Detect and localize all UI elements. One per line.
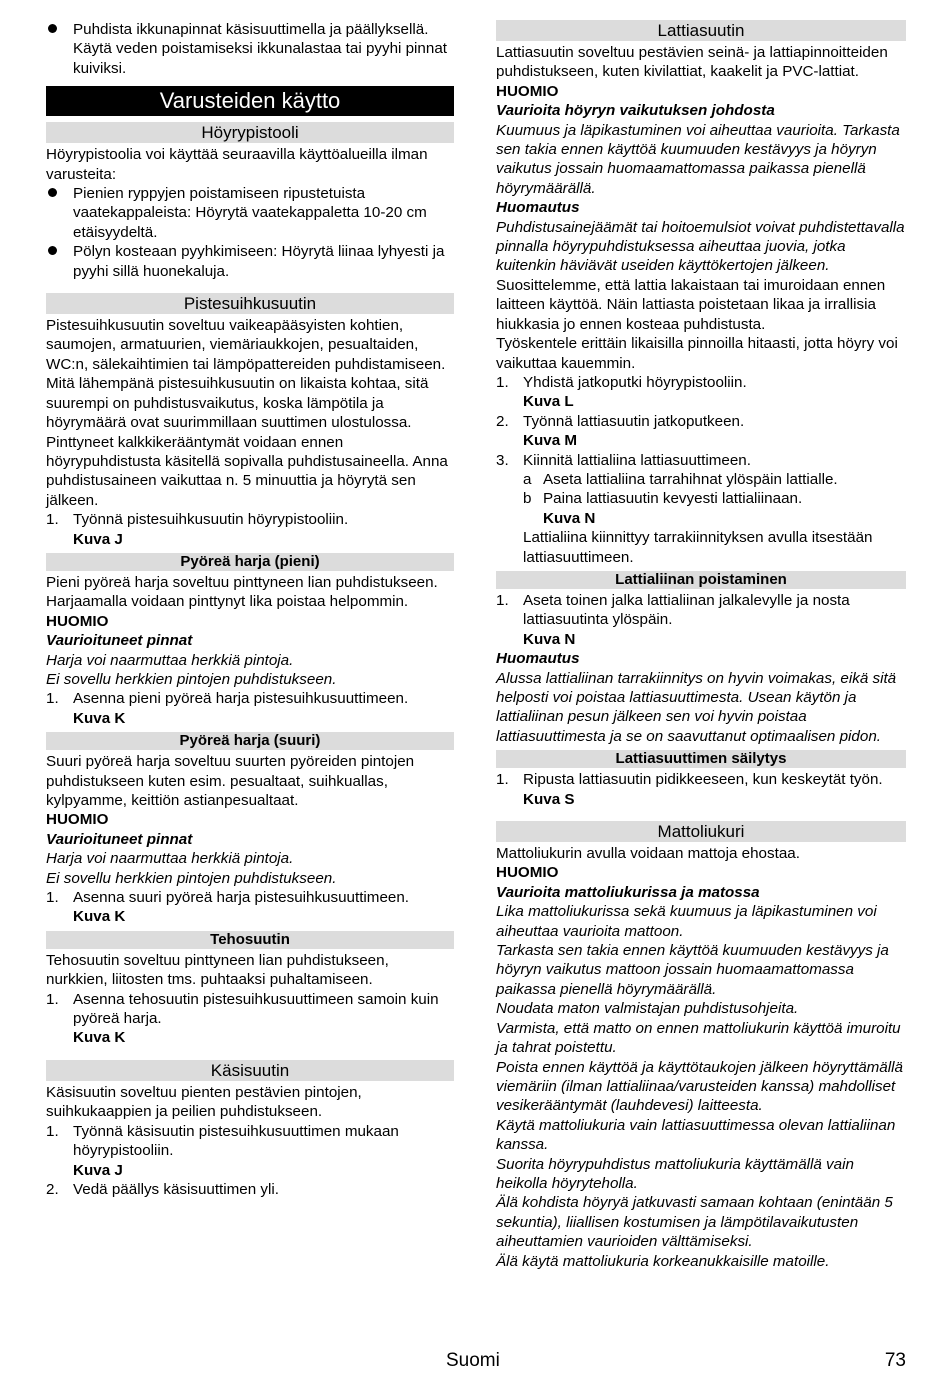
step-text: Asenna tehosuutin pistesuihkusuuttimeen samoin kuin pyöreä harja. <box>73 990 439 1028</box>
step-number: 1. <box>46 889 59 907</box>
figure-reference: Kuva J <box>73 530 123 548</box>
step-number: 1. <box>496 591 509 609</box>
bullet-dot-icon <box>46 20 73 78</box>
warning-text: Käytä mattoliukuria vain lattiasuuttimessa olevan lattialiinan kanssa. <box>496 1116 896 1154</box>
figure-reference: Kuva N <box>523 630 576 648</box>
step-number: 1. <box>46 690 59 708</box>
bullet-text: Pienien ryppyjen poistamiseen ripustetuista vaatekappaleista: Höyrytä vaatekappaletta 10-20 cm etäisyydeltä. <box>73 185 427 241</box>
step-number: 1. <box>46 1122 59 1140</box>
figure-reference: Kuva K <box>73 1029 126 1047</box>
step-item <box>46 510 454 529</box>
warning-text: Tarkasta sen takia ennen käyttöä kuumuuden kestävyys ja höyryn vaikutus mattoon jossain huomaamattomassa paikassa pienellä höyrymäärällä. <box>496 942 889 998</box>
note-text: Alussa lattialiinan tarrakiinnitys on hyvin voimakas, eikä sitä helposti voi poistaa lattiasuuttimesta. Usean käytön ja lattialiinan pesun jälkeen sen voi hyvin poistaa lattiasuuttimesta ja se on saavuttanut optimaalisen pidon. <box>496 669 897 745</box>
step-number: 1. <box>46 511 59 529</box>
figure-reference: Kuva M <box>523 432 578 450</box>
step-text: Kiinnitä lattialiina lattiasuuttimeen. <box>523 451 751 469</box>
section-heading-lattialiinan-poistaminen: Lattialiinan poistaminen <box>496 571 906 589</box>
substep-text: Paina lattiasuutin kevyesti lattialiinaan. <box>543 490 803 508</box>
footer-language: Suomi <box>446 1350 500 1371</box>
warning-text: Älä kohdista höyryä jatkuvasti samaan kohtaan (enintään 5 sekuntia), liiallisen kostumisen ja lämpötilavaikutusten aiheuttamien vaurioiden välttämiseksi. <box>496 1194 893 1251</box>
step-number: 1. <box>46 990 59 1008</box>
note-text: Puhdistusainejäämät tai hoitoemulsiot voivat puhdistettavalla pinnalla höyrypuhdistuksessa aiheuttaa juovia, jotka kuitenkin häviävät useiden käyttökertojen jälkeen. <box>496 218 905 275</box>
step-number: 1. <box>496 771 509 789</box>
section-heading-kasisuutin: Käsisuutin <box>46 1060 454 1081</box>
step-number: 2. <box>46 1180 59 1198</box>
step-note: Lattialiina kiinnittyy tarrakiinnityksen avulla itsestään lattiasuuttimeen. <box>523 529 873 566</box>
substep-letter: a <box>523 470 532 488</box>
section-heading-hoyrypistooli: Höyrypistooli <box>46 122 454 143</box>
warning-text: Noudata maton valmistajan puhdistusohjeita. <box>496 1000 799 1018</box>
section-heading-pyorea-harja-pieni: Pyöreä harja (pieni) <box>46 553 454 571</box>
substep-text: Aseta lattialiina tarrahihnat ylöspäin lattialle. <box>543 470 838 488</box>
step-text: Yhdistä jatkoputki höyrypistooliin. <box>523 373 747 391</box>
notice-label: HUOMIO <box>46 612 109 630</box>
page-number: 73 <box>884 1350 906 1371</box>
bullet-item <box>46 184 454 242</box>
bullet-dot-icon <box>46 184 73 242</box>
step-text: Työnnä käsisuutin pistesuihkusuuttimen mukaan höyrypistooliin. <box>73 1122 399 1160</box>
warning-text: Harja voi naarmuttaa herkkiä pintoja. <box>46 850 294 868</box>
warning-text: Kuumuus ja läpikastuminen voi aiheuttaa vaurioita. Tarkasta sen takia ennen käyttöä kuumuuden kestävyys ja höyryn vaikutus jossain huomaamattomassa paikassa pienellä höyrymäärällä. <box>496 121 900 197</box>
warning-text: Varmista, että matto on ennen mattoliukurin käyttöä imuroitu ja tahrat poistettu. <box>496 1019 901 1057</box>
substep-letter: b <box>523 490 532 508</box>
step-item <box>496 591 906 630</box>
paragraph: Suosittelemme, että lattia lakaistaan tai imuroidaan ennen laitteen käyttöä. Näin lattiasta poistetaan likaa ja irrallisia hiukkasia jo ennen kosteaa puhdistusta. <box>496 276 886 333</box>
bullet-item <box>46 242 454 281</box>
note-title: Huomautus <box>496 650 580 668</box>
paragraph: Tehosuutin soveltuu pinttyneen lian puhdistukseen, nurkkien, liitosten tms. puhtaaksi puhaltamiseen. <box>46 951 389 989</box>
step-item <box>46 1122 454 1161</box>
section-heading-lattiasuuttimen-sailytys: Lattiasuuttimen säilytys <box>496 750 906 768</box>
paragraph: Lattiasuutin soveltuu pestävien seinä- ja lattiapinnoitteiden puhdistukseen, kuten kivilattiat, kaakelit ja PVC-lattiat. <box>496 44 888 81</box>
step-text: Aseta toinen jalka lattialiinan jalkalevylle ja nosta lattiasuutinta ylöspäin. <box>523 591 850 629</box>
step-text: Asenna pieni pyöreä harja pistesuihkusuuttimeen. <box>73 690 409 708</box>
section-heading-pyorea-harja-suuri: Pyöreä harja (suuri) <box>46 732 454 750</box>
warning-text: Älä käytä mattoliukuria korkeanukkaisille matoille. <box>496 1252 830 1270</box>
warning-text: Harja voi naarmuttaa herkkiä pintoja. <box>46 651 294 669</box>
paragraph: Mattoliukurin avulla voidaan mattoja ehostaa. <box>496 845 800 863</box>
section-heading-tehosuutin: Tehosuutin <box>46 931 454 949</box>
substep-item <box>496 489 906 508</box>
warning-title: Vaurioituneet pinnat <box>46 632 193 650</box>
step-item <box>46 689 454 708</box>
paragraph: Höyrypistoolia voi käyttää seuraavilla käyttöalueilla ilman varusteita: <box>46 146 428 183</box>
warning-text: Ei sovellu herkkien pintojen puhdistukseen. <box>46 670 337 688</box>
step-number: 1. <box>496 373 509 391</box>
paragraph: Käsisuutin soveltuu pienten pestävien pintojen, suihkukaappien ja peilien puhdistukseen. <box>46 1083 362 1121</box>
paragraph: Työskentele erittäin likaisilla pinnoilla hitaasti, jotta höyry voi vaikuttaa kauemmin. <box>496 335 898 372</box>
step-item <box>496 451 906 470</box>
substep-item <box>496 470 906 489</box>
warning-text: Ei sovellu herkkien pintojen puhdistukseen. <box>46 869 337 887</box>
step-text: Työnnä lattiasuutin jatkoputkeen. <box>523 412 745 430</box>
bullet-text: Puhdista ikkunapinnat käsisuuttimella ja päällyksellä. Käytä veden poistamiseksi ikkunalastaa tai pyyhi pinnat kuiviksi. <box>73 21 447 77</box>
step-number: 3. <box>496 451 509 469</box>
step-item <box>496 770 906 789</box>
step-text: Vedä päällys käsisuuttimen yli. <box>73 1180 279 1198</box>
section-heading-pistesuihkusuutin: Pistesuihkusuutin <box>46 293 454 314</box>
figure-reference: Kuva L <box>523 393 574 411</box>
figure-reference: Kuva K <box>73 709 126 727</box>
warning-title: Vaurioita mattoliukurissa ja matossa <box>496 883 760 901</box>
right-column <box>496 20 906 1271</box>
warning-text: Suorita höyrypuhdistus mattoliukuria käyttämällä vain heikolla höyryteholla. <box>496 1155 854 1192</box>
step-item <box>46 1180 454 1199</box>
paragraph: Pistesuihkusuutin soveltuu vaikeapääsyisten kohtien, saumojen, armatuurien, viemäriaukkojen, pesualtaiden, WC:n, sälekaihtimien tai lämpöpattereiden puhdistamiseen. Mitä lähempänä pistesuihkusuutin on likaista kohtaa, sitä suurempi on puhdistusvaikutus, koska lämpötila ja höyrymäärä ovat suurimmillaan suuttimen ulostulossa. Pinttyneet kalkkikerääntymät voidaan ennen höyrypuhdistusta käsitellä sopivalla puhdistusaineella. Anna puhdistusaineen vaikuttaa n. 5 minuuttia ja höyrytä sen jälkeen. <box>46 317 448 509</box>
notice-label: HUOMIO <box>46 811 109 829</box>
notice-label: HUOMIO <box>496 864 559 882</box>
warning-title: Vaurioita höyryn vaikutuksen johdosta <box>496 102 775 120</box>
bullet-text: Pölyn kosteaan pyyhkimiseen: Höyrytä liinaa lyhyesti ja pyyhi sillä huonekaluja. <box>73 243 445 280</box>
step-item <box>496 373 906 392</box>
left-column <box>46 20 454 1199</box>
note-title: Huomautus <box>496 199 580 217</box>
warning-title: Vaurioituneet pinnat <box>46 830 193 848</box>
step-text: Työnnä pistesuihkusuutin höyrypistooliin. <box>73 511 349 529</box>
figure-reference: Kuva N <box>543 509 596 527</box>
warning-text: Lika mattoliukurissa sekä kuumuus ja läpikastuminen voi aiheuttaa vaurioita mattoon. <box>496 903 877 940</box>
section-heading-mattoliukuri: Mattoliukuri <box>496 821 906 842</box>
paragraph: Suuri pyöreä harja soveltuu suurten pyöreiden pintojen puhdistukseen kuten esim. pesualtaat, suihkuallas, kylpyamme, keittiön astianpesualtaat. <box>46 753 415 809</box>
notice-label: HUOMIO <box>496 82 559 100</box>
step-item <box>46 888 454 907</box>
chapter-banner: Varusteiden käytto <box>46 86 454 116</box>
section-heading-lattiasuutin: Lattiasuutin <box>496 20 906 41</box>
step-item <box>46 990 454 1029</box>
step-text: Asenna suuri pyöreä harja pistesuihkusuuttimeen. <box>73 889 410 907</box>
step-number: 2. <box>496 412 509 430</box>
figure-reference: Kuva J <box>73 1161 123 1179</box>
step-item <box>496 412 906 431</box>
figure-reference: Kuva S <box>523 790 575 808</box>
figure-reference: Kuva K <box>73 908 126 926</box>
warning-text: Poista ennen käyttöä ja käyttötaukojen jälkeen höyryttämällä viemäriin (ilman lattialiinaa/varusteiden kanssa) mahdolliset vesikerääntymät (lauhdevesi) laitteesta. <box>496 1058 903 1115</box>
step-text: Ripusta lattiasuutin pidikkeeseen, kun keskeytät työn. <box>523 771 883 789</box>
bullet-item <box>46 20 454 78</box>
paragraph: Pieni pyöreä harja soveltuu pinttyneen lian puhdistukseen. Harjaamalla voidaan pinttynyt lika poistaa helpommin. <box>46 573 438 611</box>
bullet-dot-icon <box>46 242 73 281</box>
